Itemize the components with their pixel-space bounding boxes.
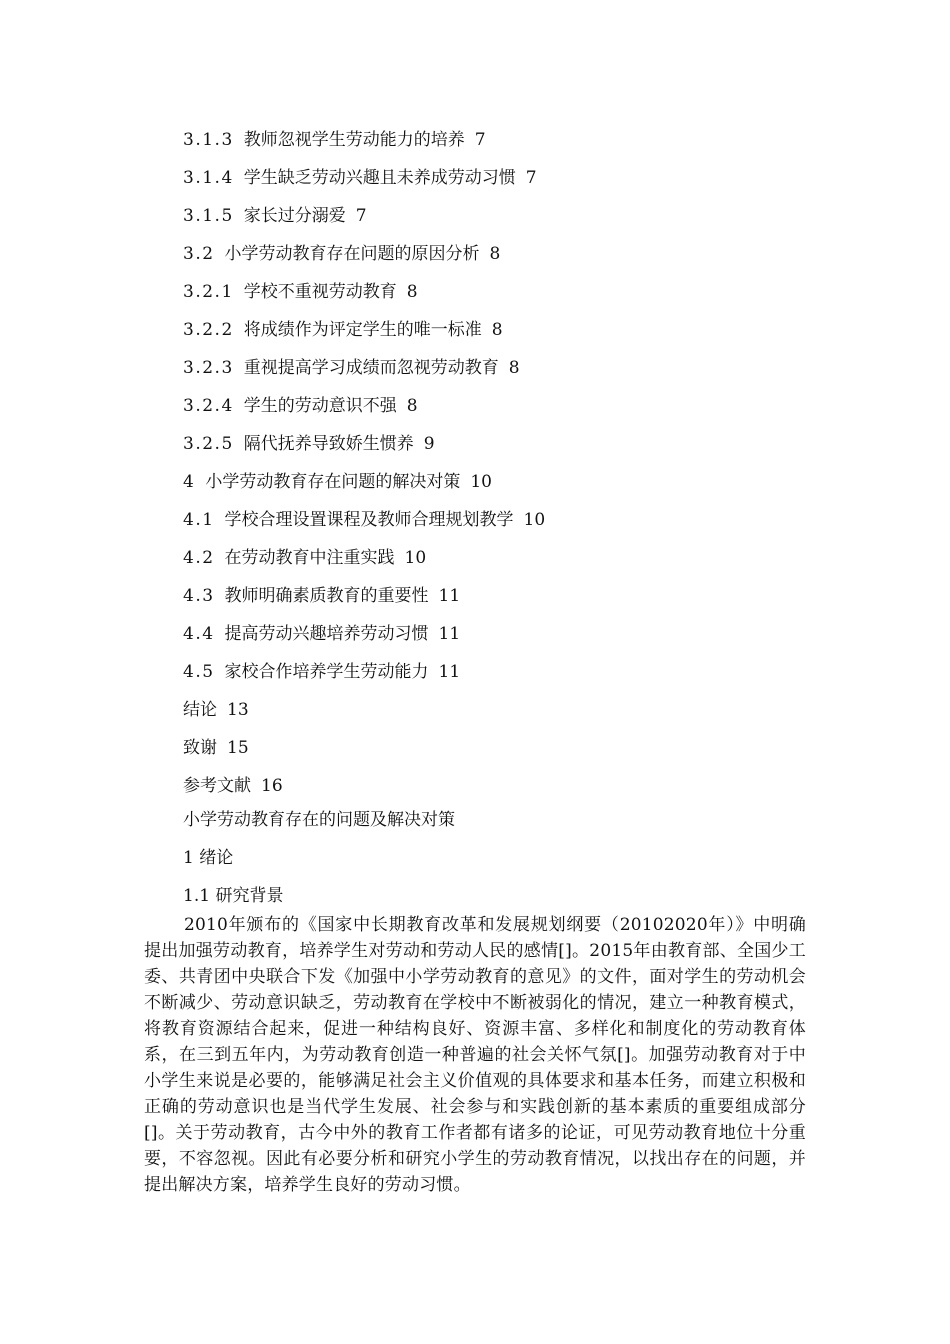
toc-entry-title: 致谢 — [183, 738, 217, 758]
toc-entry-title: 教师明确素质教育的重要性 — [224, 586, 429, 606]
toc-entry-number: 4.2 — [183, 548, 215, 568]
toc-entry-title: 学生的劳动意识不强 — [243, 396, 397, 416]
toc-entry — [183, 772, 823, 810]
toc-entry — [183, 468, 823, 506]
body-paragraph: 2010年颁布的《国家中长期教育改革和发展规划纲要（20102020年）》中明确提出加强劳动教育，培养学生对劳动和劳动人民的感情[]。2015年由教育部、全国少工委、共青团中央联合下发《加强中小学劳动教育的意见》的文件，面对学生的劳动机会不断减少、劳动意识缺乏，劳动教育在学校中不断被弱化的情况，建立一种教育模式，将教育资源结合起来，促进一种结构良好、资源丰富、多样化和制度化的劳动教育体系，在三到五年内，为劳动教育创造一种普遍的社会关怀气氛[]。加强劳动教育对于中小学生来说是必要的，能够满足社会主义价值观的具体要求和基本任务，而建立积极和正确的劳动意识也是当代学生发展、社会参与和实践创新的基本素质的重要组成部分[]。关于劳动教育，古今中外的教育工作者都有诸多的论证，可见劳动教育地位十分重要，不容忽视。因此有必要分析和研究小学生的劳动教育情况，以找出存在的问题，并提出解决方案，培养学生良好的劳动习惯。 — [144, 915, 806, 1195]
toc-entry-page: 16 — [261, 776, 283, 796]
toc-entry-title: 家校合作培养学生劳动能力 — [224, 662, 429, 682]
toc-entry-title: 学校合理设置课程及教师合理规划教学 — [224, 510, 514, 530]
toc-entry — [183, 658, 823, 696]
toc-entry — [183, 316, 823, 354]
toc-entry — [183, 506, 823, 544]
toc-entry-title: 重视提高学习成绩而忽视劳动教育 — [243, 358, 499, 378]
toc-entry-page: 11 — [438, 586, 461, 606]
toc-entry-title: 参考文献 — [183, 776, 251, 796]
toc-entry-title: 在劳动教育中注重实践 — [224, 548, 395, 568]
toc-entry-number: 3.1.5 — [183, 206, 234, 226]
toc-entry-page: 8 — [489, 244, 501, 264]
toc-entry-page: 8 — [406, 282, 418, 302]
toc-entry — [183, 734, 823, 772]
toc-entry-page: 13 — [227, 700, 249, 720]
toc-entry-title: 提高劳动兴趣培养劳动习惯 — [224, 624, 429, 644]
table-of-contents — [183, 126, 823, 810]
toc-entry-title: 将成绩作为评定学生的唯一标准 — [243, 320, 482, 340]
toc-entry-title: 结论 — [183, 700, 217, 720]
toc-entry-number: 3.2.2 — [183, 320, 234, 340]
toc-entry-number: 4.5 — [183, 662, 215, 682]
toc-entry-number: 4.4 — [183, 624, 215, 644]
toc-entry-title: 学校不重视劳动教育 — [243, 282, 397, 302]
toc-entry-page: 11 — [438, 624, 461, 644]
toc-entry — [183, 202, 823, 240]
toc-entry-title: 小学劳动教育存在问题的解决对策 — [205, 472, 461, 492]
toc-entry-number: 3.2.1 — [183, 282, 234, 302]
toc-entry — [183, 696, 823, 734]
section-heading: 1 绪论 — [183, 848, 234, 868]
toc-entry-number: 3.2.4 — [183, 396, 234, 416]
toc-entry — [183, 278, 823, 316]
toc-entry-title: 教师忽视学生劳动能力的培养 — [243, 130, 465, 150]
toc-entry-title: 家长过分溺爱 — [243, 206, 346, 226]
toc-entry — [183, 240, 823, 278]
toc-entry-page: 9 — [423, 434, 435, 454]
toc-entry-title: 隔代抚养导致娇生惯养 — [243, 434, 414, 454]
toc-entry-number: 3.1.4 — [183, 168, 234, 188]
toc-entry — [183, 392, 823, 430]
toc-entry-number: 3.2.3 — [183, 358, 234, 378]
toc-entry-page: 7 — [474, 130, 486, 150]
toc-entry-page: 11 — [438, 662, 461, 682]
toc-entry-number: 3.2 — [183, 244, 215, 264]
toc-entry-page: 15 — [227, 738, 249, 758]
document-title: 小学劳动教育存在的问题及解决对策 — [183, 810, 455, 830]
toc-entry-number: 4.1 — [183, 510, 215, 530]
toc-entry-page: 8 — [508, 358, 520, 378]
subsection-heading: 1.1 研究背景 — [183, 886, 284, 906]
toc-entry-page: 7 — [355, 206, 367, 226]
toc-entry — [183, 620, 823, 658]
toc-entry-number: 3.1.3 — [183, 130, 234, 150]
toc-entry — [183, 164, 823, 202]
toc-entry — [183, 354, 823, 392]
toc-entry-page: 8 — [406, 396, 418, 416]
toc-entry-page: 10 — [523, 510, 546, 530]
toc-entry-number: 4 — [183, 472, 196, 492]
toc-entry — [183, 126, 823, 164]
toc-entry — [183, 582, 823, 620]
toc-entry-page: 8 — [491, 320, 503, 340]
toc-entry-number: 4.3 — [183, 586, 215, 606]
toc-entry-page: 10 — [470, 472, 492, 492]
toc-entry-title: 小学劳动教育存在问题的原因分析 — [224, 244, 480, 264]
toc-entry-page: 10 — [404, 548, 427, 568]
toc-entry — [183, 544, 823, 582]
toc-entry-title: 学生缺乏劳动兴趣且未养成劳动习惯 — [243, 168, 516, 188]
toc-entry — [183, 430, 823, 468]
toc-entry-number: 3.2.5 — [183, 434, 234, 454]
toc-entry-page: 7 — [525, 168, 537, 188]
